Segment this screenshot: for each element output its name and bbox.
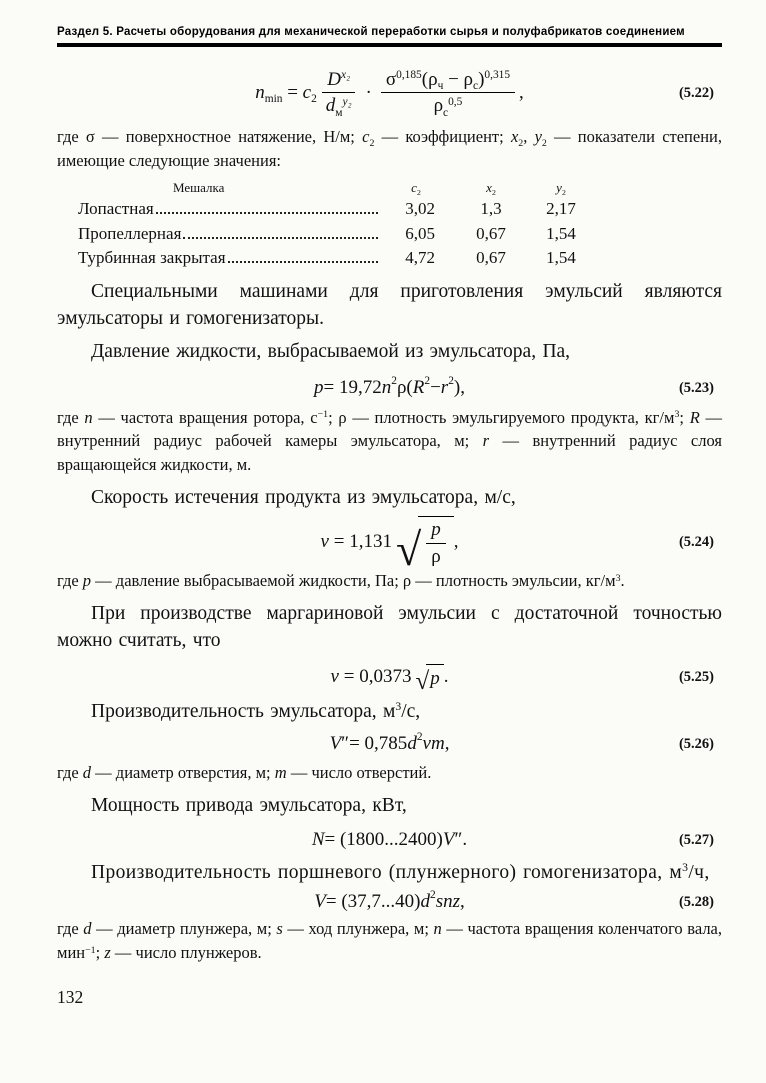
eq524-comma: , bbox=[453, 530, 459, 552]
square-root bbox=[395, 516, 454, 576]
eq525-period: . bbox=[443, 666, 449, 688]
equation-5-25 bbox=[57, 664, 722, 696]
equation-number: (5.24) bbox=[678, 533, 714, 550]
table-row bbox=[78, 197, 593, 222]
equation-5-28 bbox=[57, 890, 722, 914]
radicand: p bbox=[426, 664, 444, 691]
radical-sign: √ bbox=[395, 524, 422, 576]
coefficient-table bbox=[78, 178, 593, 271]
equation-body: V = (37,7...40) d 2 s n z , bbox=[314, 889, 465, 912]
paragraph-pressure-intro: Давление жидкости, выбрасываемой из эмульсатора, Па, bbox=[91, 340, 571, 362]
dot-leader bbox=[183, 237, 378, 239]
fraction-denominator: $\rho_с^{0,5}$ bbox=[433, 95, 463, 119]
page-number: 132 bbox=[57, 986, 84, 1007]
fraction bbox=[381, 69, 515, 118]
table-header-c2: $c_2$ bbox=[411, 179, 421, 197]
table-header-mixer: Мешалка bbox=[173, 179, 225, 195]
header-rule bbox=[57, 43, 722, 47]
value-c2: 6,05 bbox=[405, 223, 435, 243]
equation-5-22 bbox=[57, 69, 722, 118]
table-row bbox=[78, 246, 593, 271]
mixer-name: Турбинная закрытая bbox=[78, 248, 226, 268]
paragraph-velocity-intro: Скорость истечения продукта из эмульсатора, м/с, bbox=[91, 486, 516, 508]
table-header-x2: $x_2$ bbox=[486, 179, 496, 197]
dot-leader bbox=[156, 212, 378, 214]
radical-sign: √ bbox=[415, 668, 430, 696]
paragraph-capacity-intro: Производительность эмульсатора, $м^3/с$, bbox=[91, 700, 421, 722]
equation-number: (5.27) bbox=[678, 831, 714, 848]
eq522-lhs: $n_{min} = c_2$ bbox=[255, 81, 317, 106]
paragraph-emulsifiers: Специальными машинами для приготовления эмульсий являются эмульсаторы и гомогенизаторы. bbox=[57, 281, 722, 330]
equation-body: V ″ = 0,785 d 2 v m , bbox=[329, 731, 450, 754]
table-header-y2: $y_2$ bbox=[556, 179, 566, 197]
value-y2: 1,54 bbox=[546, 248, 576, 268]
equation-number: (5.25) bbox=[678, 669, 714, 686]
equation-5-27 bbox=[57, 828, 722, 852]
paragraph-where-5-22: где σ — поверхностное натяжение, Н/м; $c_2$ — коэффициент; $x_2$, $y_2$ — показатели степени, имеющие следующие значения: bbox=[57, 127, 722, 170]
value-c2: 4,72 bbox=[405, 248, 435, 268]
square-root bbox=[415, 664, 443, 696]
dot-leader bbox=[228, 261, 378, 263]
eq522-comma: , bbox=[519, 81, 524, 103]
fraction bbox=[426, 519, 446, 568]
value-y2: 2,17 bbox=[546, 199, 576, 219]
value-x2: 0,67 bbox=[476, 248, 506, 268]
mixer-name: Пропеллерная bbox=[78, 223, 182, 243]
equation-body bbox=[255, 69, 524, 118]
equation-body bbox=[320, 516, 459, 576]
table-row bbox=[78, 222, 593, 247]
equation-5-24 bbox=[57, 516, 722, 576]
fraction-numerator: $D^{x_2}$ bbox=[322, 69, 355, 94]
value-x2: 1,3 bbox=[480, 199, 502, 219]
fraction-numerator: p bbox=[426, 519, 446, 544]
fraction-denominator: $d_м^{y_2}$ bbox=[325, 95, 352, 119]
equation-number: (5.28) bbox=[678, 893, 714, 910]
paragraph-where-5-24: где p — давление выбрасываемой жидкости, Па; ρ — плотность эмульсии, $кг/м^3$. bbox=[57, 571, 625, 591]
paragraph-where-5-28: где d — диаметр плунжера, м; s — ход плунжера, м; n — частота вращения коленчатого вала, мин$^{-1}$; z — число плунжеров. bbox=[57, 919, 722, 963]
paragraph-power-intro: Мощность привода эмульсатора, кВт, bbox=[91, 795, 407, 817]
value-y2: 1,54 bbox=[546, 223, 576, 243]
multiplication-dot: · bbox=[365, 81, 372, 103]
equation-number: (5.22) bbox=[678, 84, 714, 101]
value-x2: 0,67 bbox=[476, 223, 506, 243]
table-header-row bbox=[78, 178, 593, 198]
paragraph-homogenizer-intro: Производительность поршневого (плунжерного) гомогенизатора, $м^3/ч$, bbox=[91, 861, 710, 883]
equation-5-23 bbox=[57, 376, 722, 400]
running-head bbox=[57, 26, 722, 38]
eq524-lhs: v = 1,131 bbox=[320, 530, 392, 552]
mixer-name: Лопастная bbox=[78, 199, 154, 219]
paragraph-margarine: При производстве маргариновой эмульсии с достаточной точностью можно считать, что bbox=[57, 603, 722, 652]
equation-number: (5.26) bbox=[678, 735, 714, 752]
equation-5-26 bbox=[57, 732, 722, 756]
value-c2: 3,02 bbox=[405, 199, 435, 219]
fraction-numerator: $\sigma^{0,185}(\rho_ч - \rho_с)^{0,315}$ bbox=[381, 69, 515, 94]
fraction bbox=[321, 69, 357, 118]
radicand bbox=[418, 516, 454, 568]
running-head-text: Раздел 5. Расчеты оборудования для механической переработки сырья и полуфабрикатов соединением bbox=[57, 26, 685, 38]
eq525-lhs: v = 0,0373 bbox=[330, 666, 412, 688]
equation-body bbox=[330, 664, 449, 696]
paragraph-where-5-23: где n — частота вращения ротора, $с^{-1}$; ρ — плотность эмульгируемого продукта, $кг/м^3$; R — внутренний радиус рабочей камеры эмульсатора, м; r — внутренний радиус слоя вращающейся жидкости, м. bbox=[57, 407, 722, 475]
equation-number: (5.23) bbox=[678, 379, 714, 396]
equation-body: N = (1800...2400) V ″. bbox=[311, 829, 468, 851]
equation-body: p = 19,72 n 2 ρ( R 2 − r 2 ), bbox=[314, 375, 465, 398]
fraction-denominator: ρ bbox=[431, 545, 441, 567]
paragraph-where-5-26: где d — диаметр отверстия, м; m — число отверстий. bbox=[57, 763, 432, 783]
